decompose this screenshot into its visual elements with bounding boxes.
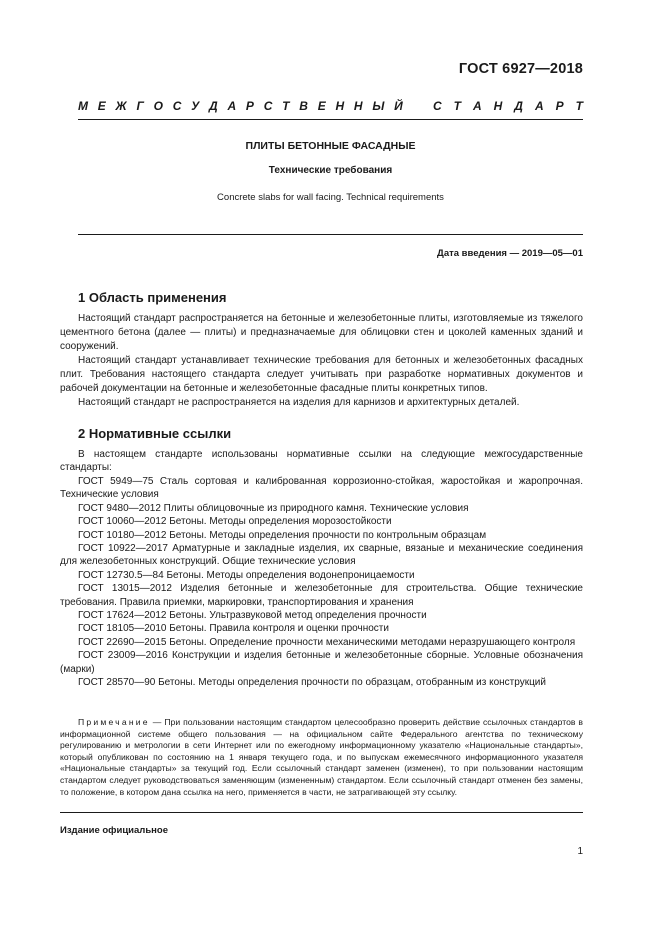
page-number: 1 xyxy=(577,846,583,857)
english-title: Concrete slabs for wall facing. Technical requirements xyxy=(217,192,444,203)
interstate-standard-banner xyxy=(78,99,583,113)
official-edition-label: Издание официальное xyxy=(60,825,168,836)
reference-item: ГОСТ 17624—2012 Бетоны. Ультразвуковой метод определения прочности xyxy=(78,610,427,622)
section-2-heading: 2 Нормативные ссылки xyxy=(78,426,232,441)
header-divider xyxy=(78,119,583,120)
reference-item: ГОСТ 9480—2012 Плиты облицовочные из природного камня. Технические условия xyxy=(78,502,469,514)
note-text: — При пользовании настоящим стандартом целесообразно проверить действие ссылочных стандартов в информационной системе общего пользования — на официальном сайте Федерального агентства по техническому регулированию и метрологии в сети Интернет или по ежегодному информационному указателю «Национальные стандарты», который опубликован по состоянию на 1 января текущего года, и по выпускам ежемесячного информационного указателя «Национальные стандарты» за текущий год. Если ссылочный стандарт заменен (изменен), то при пользовании настоящим стандартом следует руководствоваться заменяющим (измененным) стандартом. Если ссылочный стандарт отменен без замены, то положение, в котором дана ссылка на него, применяется в части, не затрагивающей эту ссылку. xyxy=(60,717,583,797)
reference-item: ГОСТ 23009—2016 Конструкции и изделия бетонные и железобетонные сборные. Условные обозначения (марки) xyxy=(60,650,583,675)
section-1-paragraph: Настоящий стандарт распространяется на бетонные и железобетонные плиты, изготовляемые из тяжелого цементного бетона (далее — плиты) и предназначаемые для облицовки стен и цоколей каменных зданий и сооружений. xyxy=(60,313,583,352)
section-1-heading: 1 Область применения xyxy=(78,290,227,305)
reference-item: ГОСТ 5949—75 Сталь сортовая и калиброванная коррозионно-стойкая, жаростойкая и жаропрочная. Технические условия xyxy=(60,476,583,501)
reference-item: ГОСТ 10922—2017 Арматурные и закладные изделия, их сварные, вязаные и механические соединения для железобетонных конструкций. Общие технические условия xyxy=(60,543,583,568)
banner-word-interstate: М Е Ж Г О С У Д А Р С Т В Е Н Н Ы Й xyxy=(78,99,403,113)
banner-word-standard: С Т А Н Д А Р Т xyxy=(433,99,583,113)
reference-item: ГОСТ 12730.5—84 Бетоны. Методы определения водонепроницаемости xyxy=(78,569,415,581)
reference-item: ГОСТ 10180—2012 Бетоны. Методы определения прочности по контрольным образцам xyxy=(78,529,487,541)
introduction-date: Дата введения — 2019—05—01 xyxy=(437,248,583,259)
note-label: Примечание xyxy=(78,717,150,727)
reference-item: ГОСТ 13015—2012 Изделия бетонные и железобетонные для строительства. Общие технические требования. Правила приемки, маркировки, транспортирования и хранения xyxy=(60,583,583,608)
document-title: ПЛИТЫ БЕТОННЫЕ ФАСАДНЫЕ xyxy=(245,140,416,152)
normative-references-list xyxy=(60,475,583,690)
section-1-paragraph: Настоящий стандарт устанавливает технические требования для бетонных и железобетонных фасадных плит. Требования настоящего стандарта следует учитывать при разработке нормативных документов и рабочей документации на бетонные и железобетонные фасадные плиты конкретных типов. xyxy=(60,355,583,394)
references-note xyxy=(60,717,583,798)
reference-item: ГОСТ 10060—2012 Бетоны. Методы определения морозостойкости xyxy=(78,516,392,528)
reference-item: ГОСТ 28570—90 Бетоны. Методы определения прочности по образцам, отобранным из конструкций xyxy=(78,677,546,689)
reference-item: ГОСТ 22690—2015 Бетоны. Определение прочности механическими методами неразрушающего контроля xyxy=(78,636,576,648)
section-1-paragraph: Настоящий стандарт не распространяется на изделия для карнизов и архитектурных деталей. xyxy=(78,397,520,408)
section-2-intro: В настоящем стандарте использованы нормативные ссылки на следующие межгосударственные стандарты: xyxy=(60,449,583,474)
document-number: ГОСТ 6927—2018 xyxy=(458,61,583,77)
reference-item: ГОСТ 18105—2010 Бетоны. Правила контроля и оценки прочности xyxy=(78,623,389,635)
title-divider xyxy=(78,234,583,235)
footer-divider xyxy=(60,812,583,813)
document-subtitle: Технические требования xyxy=(268,165,393,176)
